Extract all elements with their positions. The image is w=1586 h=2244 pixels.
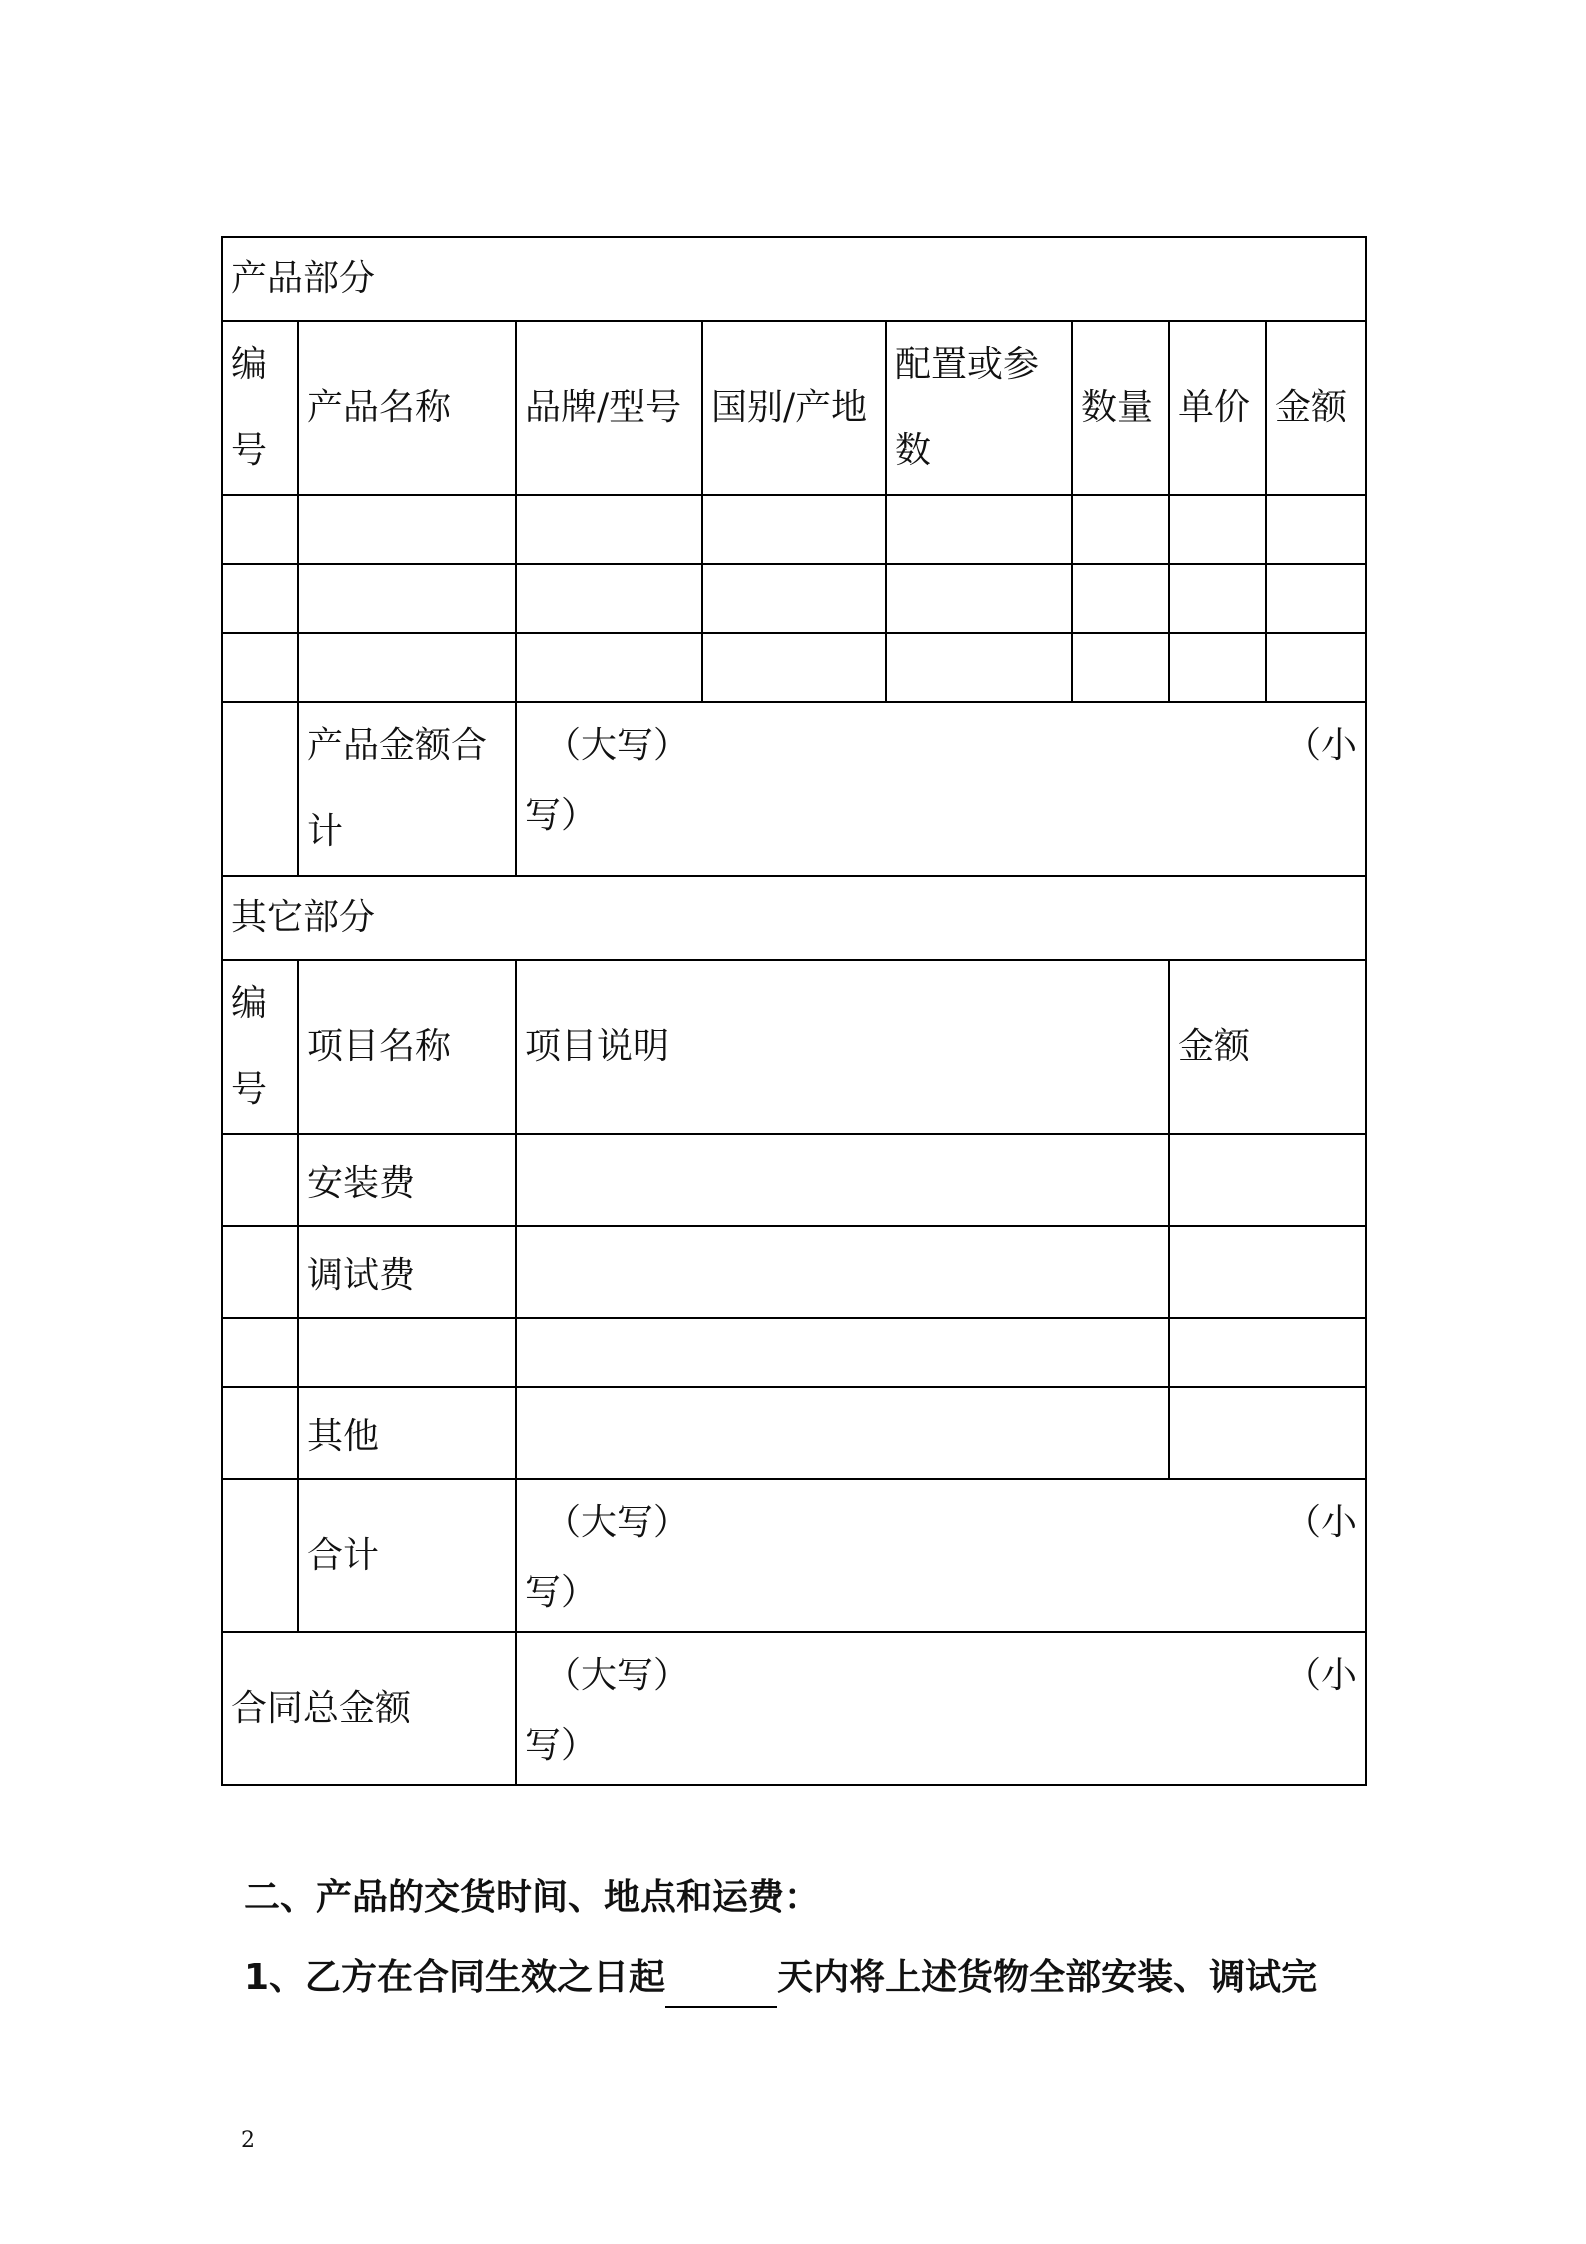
cell[interactable] [702, 495, 886, 564]
cell[interactable] [1169, 1318, 1366, 1387]
other-total-label: 合计 [298, 1479, 516, 1632]
other-row [222, 1226, 1366, 1318]
cell[interactable] [1072, 633, 1169, 702]
header-unit-price: 单价 [1169, 321, 1266, 495]
cell[interactable] [886, 564, 1072, 633]
cell[interactable] [886, 495, 1072, 564]
cell[interactable] [1169, 633, 1266, 702]
cell[interactable] [1169, 1134, 1366, 1226]
header-amount: 金额 [1266, 321, 1366, 495]
cell[interactable] [1266, 633, 1366, 702]
other-total-row [222, 1479, 1366, 1632]
cell [222, 1479, 298, 1632]
other-section-title: 其它部分 [222, 876, 1366, 960]
cell [222, 702, 298, 876]
cell[interactable] [222, 1134, 298, 1226]
other-row-name: 调试费 [298, 1226, 516, 1318]
product-total-row [222, 702, 1366, 876]
other-header-amount: 金额 [1169, 960, 1366, 1134]
cell[interactable] [222, 1318, 298, 1387]
other-row-name: 其他 [298, 1387, 516, 1479]
cell[interactable] [1169, 1226, 1366, 1318]
cell[interactable] [298, 633, 516, 702]
other-header-desc: 项目说明 [516, 960, 1169, 1134]
cell[interactable] [1266, 564, 1366, 633]
contract-table [221, 236, 1367, 1786]
other-row-name[interactable] [298, 1318, 516, 1387]
other-row-name: 安装费 [298, 1134, 516, 1226]
cell[interactable] [1072, 495, 1169, 564]
other-row [222, 1134, 1366, 1226]
cell[interactable] [298, 564, 516, 633]
cell[interactable] [222, 564, 298, 633]
cell[interactable] [1072, 564, 1169, 633]
other-total-amount[interactable]: （大写） （小 写） [516, 1479, 1366, 1632]
cell[interactable] [516, 1318, 1169, 1387]
product-section-title: 产品部分 [222, 237, 1366, 321]
cell[interactable] [1169, 564, 1266, 633]
cell[interactable] [516, 495, 702, 564]
other-header-name: 项目名称 [298, 960, 516, 1134]
header-config: 配置或参 数 [886, 321, 1072, 495]
contract-total-row [222, 1632, 1366, 1785]
cell[interactable] [298, 495, 516, 564]
cell[interactable] [516, 1226, 1169, 1318]
cell[interactable] [222, 633, 298, 702]
product-total-label: 产品金额合 计 [298, 702, 516, 876]
other-row [222, 1318, 1366, 1387]
cell[interactable] [516, 564, 702, 633]
section-heading-delivery: 二、产品的交货时间、地点和运费： [244, 1877, 821, 1918]
page-number: 2 [241, 2128, 255, 2153]
product-row [222, 633, 1366, 702]
other-row [222, 1387, 1366, 1479]
other-header-number: 编 号 [222, 960, 298, 1134]
cell[interactable] [516, 1387, 1169, 1479]
header-origin: 国别/产地 [702, 321, 886, 495]
cell[interactable] [516, 633, 702, 702]
header-product-name: 产品名称 [298, 321, 516, 495]
header-quantity: 数量 [1072, 321, 1169, 495]
clause-1: 1、乙方在合同生效之日起 天内将上述货物全部安装、调试完 [244, 1948, 1317, 2008]
cell[interactable] [516, 1134, 1169, 1226]
product-row [222, 564, 1366, 633]
product-total-amount[interactable]: （大写） （小 写） [516, 702, 1366, 876]
cell[interactable] [222, 495, 298, 564]
cell[interactable] [1169, 1387, 1366, 1479]
cell[interactable] [1266, 495, 1366, 564]
cell[interactable] [886, 633, 1072, 702]
contract-total-label: 合同总金额 [222, 1632, 516, 1785]
days-blank[interactable] [665, 1962, 777, 2008]
cell[interactable] [702, 633, 886, 702]
header-number: 编 号 [222, 321, 298, 495]
contract-total-amount[interactable]: （大写） （小 写） [516, 1632, 1366, 1785]
product-row [222, 495, 1366, 564]
cell[interactable] [1169, 495, 1266, 564]
cell[interactable] [702, 564, 886, 633]
cell[interactable] [222, 1226, 298, 1318]
header-brand-model: 品牌/型号 [516, 321, 702, 495]
cell[interactable] [222, 1387, 298, 1479]
